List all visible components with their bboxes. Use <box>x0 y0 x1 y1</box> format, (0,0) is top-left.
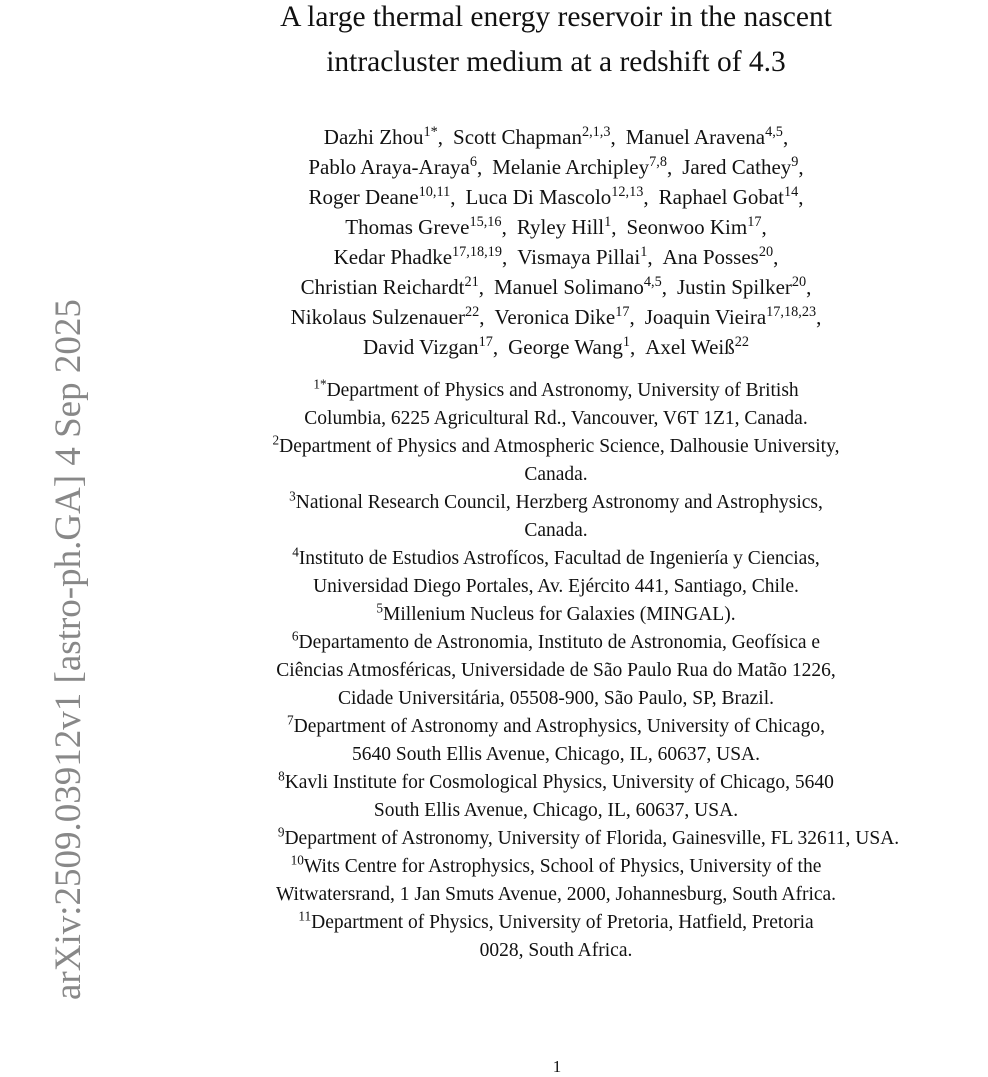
author-name: Roger Deane <box>308 185 419 209</box>
author-affiliation-marks: 1 <box>604 214 612 231</box>
affiliation-text: Millenium Nucleus for Galaxies (MINGAL). <box>383 604 736 625</box>
affiliation-text: Ciências Atmosféricas, Universidade de São Paulo Rua do Matão 1226, <box>276 660 836 681</box>
author: David Vizgan$^{17}$, <box>362 334 499 359</box>
affiliation-line <box>222 545 890 573</box>
author-name: Ana Posses <box>662 245 759 269</box>
author-affiliation-marks: 9 <box>791 154 799 171</box>
affiliation-text: Universidad Diego Portales, Av. Ejército 441, Santiago, Chile. <box>313 576 799 597</box>
affiliation <box>222 489 890 545</box>
affiliation-line <box>222 741 890 769</box>
author-affiliation-marks: 4,5 <box>643 274 662 291</box>
affiliation-text: Kavli Institute for Cosmological Physics, University of Chicago, 5640 <box>284 772 834 793</box>
affiliation-line <box>222 573 890 601</box>
affiliation-text: Department of Physics, University of Pretoria, Hatfield, Pretoria <box>311 912 814 933</box>
affiliation-text: 0028, South Africa. <box>479 940 633 961</box>
author: Vismaya Pillai$^1$, <box>517 244 653 269</box>
affiliation <box>222 824 900 853</box>
author-affiliation-marks: 4,5 <box>765 124 783 141</box>
author-line <box>222 272 890 302</box>
affiliation-text: 5640 South Ellis Avenue, Chicago, IL, 60637, USA. <box>351 744 761 765</box>
affiliation-text: Canada. <box>524 464 588 485</box>
affiliation-number: 11 <box>298 908 312 924</box>
affiliation <box>222 601 890 629</box>
affiliation <box>222 545 890 601</box>
affiliation-text: Department of Astronomy and Astrophysics, University of Chicago, <box>293 716 825 737</box>
affiliation-number: 7 <box>287 712 294 728</box>
author-line <box>222 242 890 272</box>
author-affiliation-marks: 15,16 <box>469 214 502 231</box>
author: Pablo Araya-Araya$^6$, <box>308 154 483 179</box>
author-affiliation-marks: 1* <box>423 124 438 141</box>
affiliation <box>222 909 890 965</box>
author-affiliation-marks: 22 <box>734 334 749 351</box>
affiliation-number: 3 <box>289 488 296 504</box>
author-affiliation-marks: 1 <box>622 334 630 351</box>
affiliation <box>222 433 890 489</box>
affiliation-number: 9 <box>277 824 285 840</box>
affiliation-line <box>222 909 890 937</box>
affiliation-line <box>222 461 890 489</box>
author: Manuel Aravena$^{4,5}$, <box>625 124 789 149</box>
author-affiliation-marks: 17 <box>615 304 630 321</box>
affiliation <box>222 629 890 713</box>
arxiv-stamp: arXiv:2509.03912v1 [astro-ph.GA] 4 Sep 2025 <box>48 299 89 1000</box>
affiliation-list <box>222 376 900 965</box>
affiliation-text: National Research Council, Herzberg Astronomy and Astrophysics, <box>295 492 823 513</box>
affiliation-text: Canada. <box>524 520 588 541</box>
author-name: Jared Cathey <box>682 155 792 179</box>
author: Joaquin Vieira$^{17,18,23}$, <box>644 304 822 329</box>
page-number: 1 <box>552 1057 562 1076</box>
affiliation-line <box>222 517 890 545</box>
author: Thomas Greve$^{15,16}$, <box>345 214 507 239</box>
author: Justin Spilker$^{20}$, <box>676 274 812 299</box>
affiliation-number: 5 <box>376 600 384 616</box>
author-name: Joaquin Vieira <box>644 305 767 329</box>
affiliation-line <box>222 657 890 685</box>
author-affiliation-marks: 1 <box>640 244 648 261</box>
author-affiliation-marks: 20 <box>758 244 774 261</box>
author-name: Manuel Solimano <box>493 275 644 299</box>
author-name: Ryley Hill <box>516 215 605 239</box>
affiliation-line <box>222 489 890 517</box>
author-name: Manuel Aravena <box>625 125 766 149</box>
affiliation <box>222 769 890 825</box>
affiliation-text: Cidade Universitária, 05508-900, São Paulo, SP, Brazil. <box>338 688 774 709</box>
author-name: Melanie Archipley <box>492 155 650 179</box>
author-name: George Wang <box>508 335 623 359</box>
author-name: Axel Weiß <box>645 335 735 359</box>
affiliation-line <box>222 881 890 909</box>
author-affiliation-marks: 17,18,19 <box>452 244 502 261</box>
paper-title <box>222 0 890 85</box>
author-list <box>222 122 890 362</box>
author: Ryley Hill$^1$, <box>516 214 617 239</box>
author: Nikolaus Sulzenauer$^{22}$, <box>290 304 485 329</box>
affiliation-text: South Ellis Avenue, Chicago, IL, 60637, USA. <box>373 800 739 821</box>
author: Luca Di Mascolo$^{12,13}$, <box>465 184 649 209</box>
affiliation-number: 8 <box>278 768 285 784</box>
author: Kedar Phadke$^{17,18,19}$, <box>333 244 508 269</box>
affiliation-line <box>222 769 890 797</box>
author: Seonwoo Kim$^{17}$, <box>626 214 767 239</box>
author-name: Raphael Gobat <box>658 185 785 209</box>
affiliation-line <box>222 629 890 657</box>
author-line <box>222 122 890 152</box>
author: Dazhi Zhou$^{1*}$, <box>323 124 444 149</box>
affiliation-line <box>222 685 890 713</box>
affiliation-number: 10 <box>290 852 304 868</box>
author: Roger Deane$^{10,11}$, <box>308 184 456 209</box>
author-name: Christian Reichardt <box>300 275 465 299</box>
affiliation-number: 1* <box>313 376 327 392</box>
affiliation-line <box>222 601 890 629</box>
affiliation-text: Witwatersrand, 1 Jan Smuts Avenue, 2000, Johannesburg, South Africa. <box>275 884 837 905</box>
author <box>645 335 749 359</box>
author-line <box>222 302 890 332</box>
author: Melanie Archipley$^{7,8}$, <box>492 154 673 179</box>
author-affiliation-marks: 21 <box>464 274 479 291</box>
affiliation <box>222 713 890 769</box>
affiliation-line <box>222 937 890 965</box>
author-affiliation-marks: 22 <box>465 304 480 321</box>
author-name: Kedar Phadke <box>333 245 453 269</box>
author-affiliation-marks: 17 <box>478 334 493 351</box>
title-line: intracluster medium at a redshift of 4.3 <box>326 46 786 78</box>
author-name: Pablo Araya-Araya <box>308 155 470 179</box>
author-affiliation-marks: 6 <box>469 154 477 171</box>
author-affiliation-marks: 20 <box>791 274 807 291</box>
affiliation-line <box>222 433 890 461</box>
author-name: Luca Di Mascolo <box>465 185 612 209</box>
author-name: David Vizgan <box>362 335 479 359</box>
author-line <box>222 182 890 212</box>
affiliation-number: 6 <box>291 628 299 644</box>
author: Scott Chapman$^{2,1,3}$, <box>453 124 616 149</box>
author-name: Vismaya Pillai <box>517 245 641 269</box>
author: Raphael Gobat$^{14}$, <box>658 184 804 209</box>
affiliation-line <box>222 853 890 881</box>
author: Jared Cathey$^9$, <box>682 154 804 179</box>
author-name: Scott Chapman <box>453 125 582 149</box>
author: Christian Reichardt$^{21}$, <box>300 274 484 299</box>
author-line <box>222 212 890 242</box>
affiliation <box>222 377 890 433</box>
affiliation-line <box>222 797 890 825</box>
author-line <box>222 332 890 362</box>
author: George Wang$^1$, <box>508 334 636 359</box>
affiliation-number: 2 <box>272 432 280 448</box>
affiliation-text: Department of Physics and Atmospheric Science, Dalhousie University, <box>279 436 840 457</box>
author-affiliation-marks: 12,13 <box>611 184 644 201</box>
affiliation <box>222 853 890 909</box>
affiliation-text: Department of Astronomy, University of Florida, Gainesville, FL 32611, USA. <box>284 828 900 849</box>
author-affiliation-marks: 2,1,3 <box>581 124 611 141</box>
title-line: A large thermal energy reservoir in the nascent <box>280 1 832 33</box>
author-name: Nikolaus Sulzenauer <box>290 305 466 329</box>
author-affiliation-marks: 14 <box>784 184 799 201</box>
author: Manuel Solimano$^{4,5}$, <box>493 274 667 299</box>
author-line <box>222 152 890 182</box>
author: Veronica Dike$^{17}$, <box>494 304 635 329</box>
author-name: Thomas Greve <box>345 215 470 239</box>
author-name: Seonwoo Kim <box>626 215 748 239</box>
affiliation-number: 4 <box>292 544 299 560</box>
author-name: Dazhi Zhou <box>323 125 424 149</box>
author-affiliation-marks: 10,11 <box>418 184 451 201</box>
author-name: Justin Spilker <box>676 275 792 299</box>
affiliation-text: Department of Physics and Astronomy, University of British <box>326 380 799 401</box>
author-affiliation-marks: 7,8 <box>649 154 667 171</box>
author-name: Veronica Dike <box>494 305 616 329</box>
affiliation-text: Columbia, 6225 Agricultural Rd., Vancouver, V6T 1Z1, Canada. <box>304 408 808 429</box>
author-affiliation-marks: 17 <box>747 214 762 231</box>
affiliation-line <box>222 713 890 741</box>
affiliation-line <box>222 377 890 405</box>
affiliation-line <box>192 825 985 853</box>
author-affiliation-marks: 17,18,23 <box>766 304 817 321</box>
affiliation-line <box>222 405 890 433</box>
affiliation-text: Wits Centre for Astrophysics, School of Physics, University of the <box>303 856 822 877</box>
affiliation-text: Instituto de Estudios Astrofícos, Facultad de Ingeniería y Ciencias, <box>298 548 820 569</box>
author: Ana Posses$^{20}$, <box>662 244 779 269</box>
affiliation-text: Departamento de Astronomia, Instituto de Astronomia, Geofísica e <box>298 632 821 653</box>
